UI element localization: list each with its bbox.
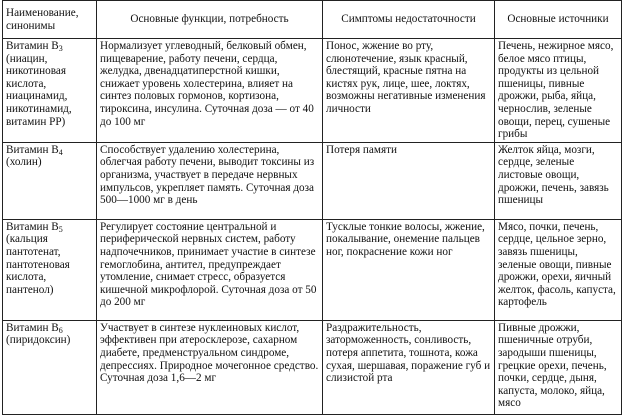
- sources-cell: Печень, нежирное мясо, белое мясо птицы, продукты из цельной пшеницы, пивные дрожжи, рыба, яйца, чернослив, зеленые овощи, перец, сушеные грибы: [495, 39, 622, 143]
- vitamin-name-cell: [3, 142, 97, 219]
- symptoms-cell: Тусклые тонкие волосы, жжение, покалывание, онемение пальцев ног, покраснение кожи ног: [323, 219, 495, 320]
- table-row: [3, 320, 622, 414]
- functions-cell: Нормализует углеводный, белковый обмен, пищеварение, работу печени, сердца, желудка, двенадцатиперстной кишки, снижает уровень холестерина, влияет на синтез половых гормонов, кортизона, тироксина, инсулина. Суточная доза — от 40 до 100 мг: [97, 39, 323, 143]
- functions-cell: Регулирует состояние центральной и периферической нервных систем, работу надпочечников, принимает участие в синтезе гемоглобина, антител, предупреждает утомление, снимает стресс, образуется кишечной микрофлорой. Суточная доза от 50 до 200 мг: [97, 219, 323, 320]
- table-row: [3, 39, 622, 143]
- sources-cell: Мясо, почки, печень, сердце, цельное зерно, завязь пшеницы, зеленые овощи, пивные дрожжи, орехи, яичный желток, фасоль, капуста, картофель: [495, 219, 622, 320]
- symptoms-cell: Раздражительность, заторможенность, сонливость, потеря аппетита, тошнота, кожа сухая, шершавая, поражение губ и слизистой рта: [323, 320, 495, 414]
- header-symptoms: Симптомы недостаточности: [323, 1, 495, 39]
- vitamin-name: Витамин $B_4$: [6, 143, 63, 157]
- symptoms-cell: Потеря памяти: [323, 142, 495, 219]
- header-name: Наименование, синонимы: [3, 1, 97, 39]
- table-header-row: [3, 1, 622, 39]
- vitamins-table: [2, 0, 622, 415]
- vitamin-synonyms: (пиридоксин): [6, 334, 71, 347]
- functions-cell: Способствует удалению холестерина, облегчая работу печени, выводит токсины из организма, участвует в передаче нервных импульсов, укрепляет память. Суточная доза 500—1000 мг в день: [97, 142, 323, 219]
- table-row: [3, 219, 622, 320]
- functions-cell: Участвует в синтезе нуклеиновых кислот, эффективен при атеросклерозе, сахарном диабете, предменструальном синдроме, депрессиях. Природное мочегонное средство. Суточная доза 1,6—2 мг: [97, 320, 323, 414]
- vitamin-synonyms: (ниацин, никотиновая кислота, ниацинамид, никотинамид, витамин PP): [6, 52, 72, 128]
- vitamin-name-cell: [3, 219, 97, 320]
- sources-cell: Пивные дрожжи, пшеничные отруби, зародыши пшеницы, грецкие орехи, печень, почки, сердце, дыня, капуста, молоко, яйца, мясо: [495, 320, 622, 414]
- vitamin-name: Витамин $B_5$: [6, 220, 63, 234]
- vitamin-name-cell: [3, 39, 97, 143]
- header-functions: Основные функции, потребность: [97, 1, 323, 39]
- header-sources: Основные источники: [495, 1, 622, 39]
- table-row: [3, 142, 622, 219]
- vitamin-name: Витамин $B_3$: [6, 40, 63, 53]
- vitamin-synonyms: (кальция пантотенат, пантотеновая кислота, пантенол): [6, 233, 70, 296]
- vitamin-synonyms: (холин): [6, 156, 42, 169]
- sources-cell: Желток яйца, мозги, сердце, зеленые листовые овощи, дрожжи, печень, завязь пшеницы: [495, 142, 622, 219]
- vitamin-name-cell: [3, 320, 97, 414]
- symptoms-cell: Понос, жжение во рту, слюнотечение, язык красный, блестящий, красные пятна на кистях рук, лице, шее, локтях, возможны негативные изменения личности: [323, 39, 495, 143]
- vitamin-name: Витамин $B_6$: [6, 321, 63, 335]
